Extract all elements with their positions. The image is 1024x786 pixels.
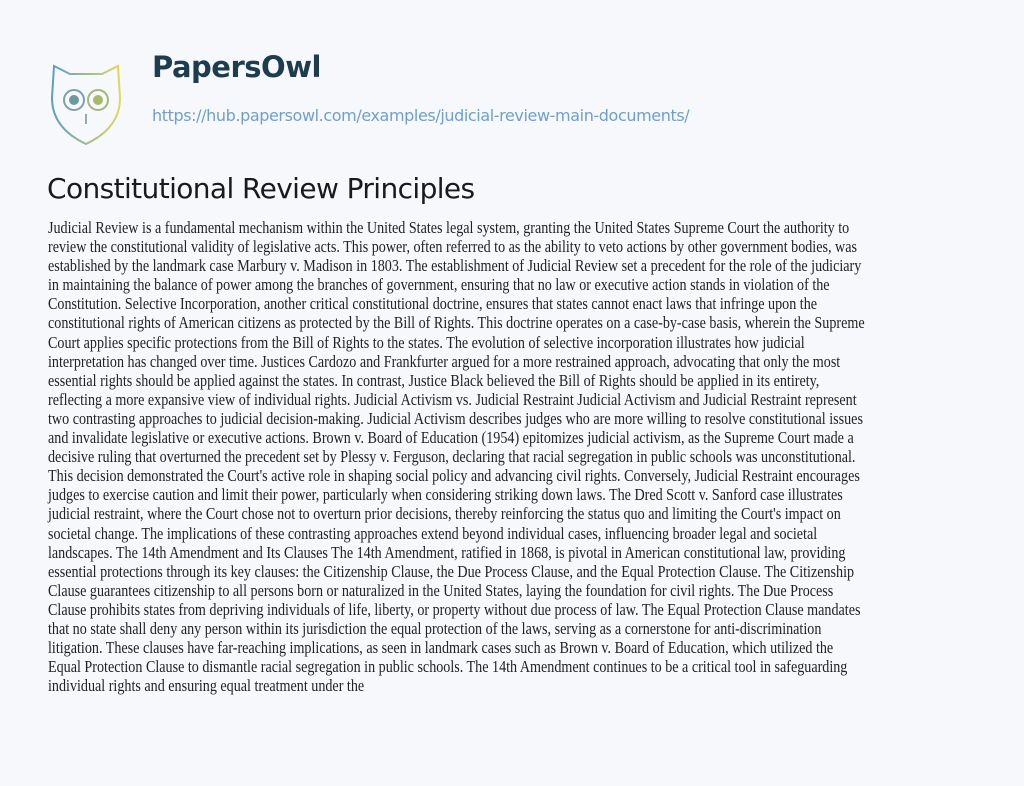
body-text-line: Constitution. Selective Incorporation, another critical constitutional doctrine, ensures that states cannot enact laws that infringe upon the	[48, 294, 818, 314]
body-text-line: landscapes. The 14th Amendment and Its Clauses The 14th Amendment, ratified in 1868, is pivotal in American constitutional law, providing	[48, 542, 846, 562]
body-text-line: judicial restraint, where the Court chose not to overturn prior decisions, thereby reinforcing the status quo and limiting the Court's impact on	[48, 504, 841, 524]
document-body	[48, 218, 989, 695]
body-text-line: review the constitutional validity of legislative acts. This power, often referred to as the ability to veto actions by other government bodies, was	[48, 237, 857, 257]
body-text-line: essential rights should be applied against the states. In contrast, Justice Black believed the Bill of Rights should be applied in its entirety,	[48, 370, 820, 390]
body-text-line: in maintaining the balance of power among the branches of government, ensuring that no law or executive action stands in violation of the	[48, 275, 830, 295]
body-text-line: Clause prohibits states from depriving individuals of life, liberty, or property without due process of law. The Equal Protection Clause mandates	[48, 599, 861, 619]
body-text-line: judges to exercise caution and limit their power, particularly when considering striking down laws. The Dred Scott v. Sanford case illustrates	[48, 485, 843, 505]
body-text-line: established by the landmark case Marbury v. Madison in 1803. The establishment of Judicial Review set a precedent for the role of the judiciary	[48, 256, 862, 276]
body-text-line: and invalidate legislative or executive actions. Brown v. Board of Education (1954) epitomizes judicial activism, as the Supreme Court made a	[48, 428, 854, 448]
body-text-line: Judicial Review is a fundamental mechanism within the United States legal system, granting the United States Supreme Court the authority to	[48, 218, 850, 237]
owl-logo-icon	[46, 58, 126, 148]
source-url-link[interactable]: https://hub.papersowl.com/examples/judicial-review-main-documents/	[152, 106, 690, 125]
body-text-line: that no state shall deny any person within its jurisdiction the equal protection of the laws, serving as a cornerstone for anti-discrimination	[48, 618, 822, 638]
body-text-line: essential protections through its key clauses: the Citizenship Clause, the Due Process Clause, and the Equal Protection Clause. The Citizenship	[48, 561, 855, 581]
body-text-line: interpretation has changed over time. Justices Cardozo and Frankfurter argued for a more restrained approach, advocating that only the most	[48, 351, 841, 371]
body-text-line: This decision demonstrated the Court's active role in shaping social policy and advancing civil rights. Conversely, Judicial Restraint encourages	[48, 466, 860, 486]
body-text-line: reflecting a more expansive view of individual rights. Judicial Activism vs. Judicial Restraint Judicial Activism and Judicial Restraint represent	[48, 389, 857, 409]
body-text-line: societal change. The implications of these contrasting approaches extend beyond individual cases, influencing broader legal and societal	[48, 523, 818, 543]
body-text-line: constitutional rights of American citizens as protected by the Bill of Rights. This doctrine operates on a case-by-case basis, wherein the Supreme	[48, 313, 865, 333]
brand-name: PapersOwl	[152, 50, 321, 84]
body-text-line: Equal Protection Clause to dismantle racial segregation in public schools. The 14th Amendment continues to be a critical tool in safeguarding	[48, 657, 848, 677]
body-text-line: two contrasting approaches to judicial decision-making. Judicial Activism describes judges who are more willing to resolve constitutional issues	[48, 408, 863, 428]
page-title: Constitutional Review Principles	[47, 172, 475, 205]
body-text-line: individual rights and ensuring equal treatment under the	[48, 676, 365, 696]
body-text-line: litigation. These clauses have far-reaching implications, as seen in landmark cases such as Brown v. Board of Education, which utilized the	[48, 638, 834, 658]
body-text-line: Court applies specific protections from the Bill of Rights to the states. The evolution of selective incorporation illustrates how judicial	[48, 332, 805, 352]
body-text-line: Clause guarantees citizenship to all persons born or naturalized in the United States, laying the foundation for civil rights. The Due Process	[48, 580, 834, 600]
body-text-line: decisive ruling that overturned the precedent set by Plessy v. Ferguson, declaring that racial segregation in public schools was unconstitutional.	[48, 447, 856, 467]
